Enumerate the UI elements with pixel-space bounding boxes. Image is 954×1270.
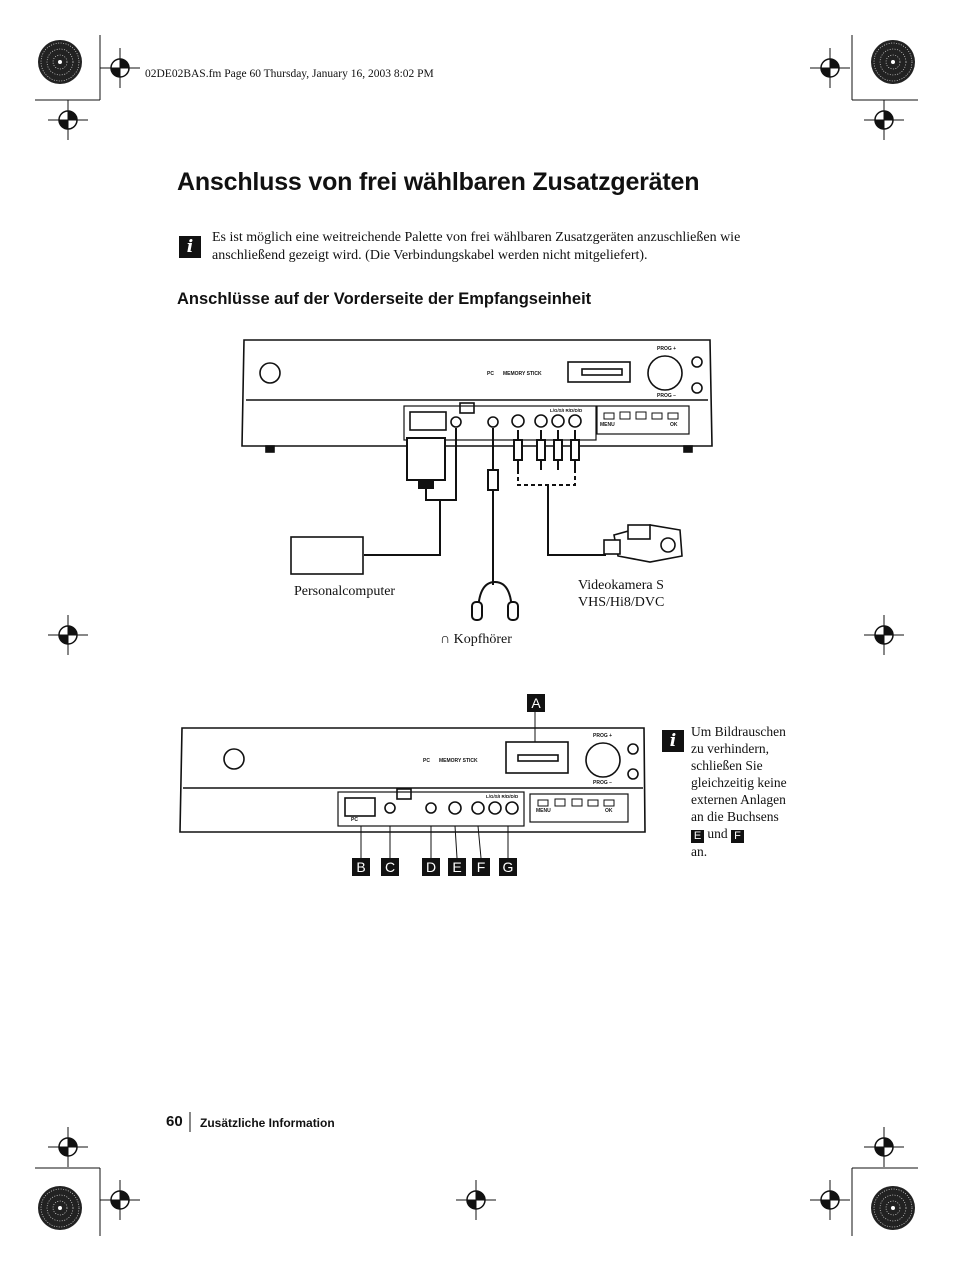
note-badge-e: E	[691, 830, 704, 843]
memory-stick-label-2: MEMORY STICK	[439, 758, 478, 764]
callout-d: D	[422, 858, 440, 876]
callout-e: E	[448, 858, 466, 876]
memory-stick-label: MEMORY STICK	[503, 371, 542, 377]
callout-c: C	[381, 858, 399, 876]
menu-label: MENU	[600, 422, 615, 428]
pc-caption: Personalcomputer	[294, 584, 396, 599]
camcorder-icon	[604, 525, 682, 562]
pc-input-label: PC	[351, 817, 358, 823]
receiver-unit-bottom	[180, 728, 645, 832]
note-paragraph: Um Bildrauschen zu verhindern, schließen Sie gleichzeitig keine externen Anlagen an die Buchsens E und F an.	[691, 724, 787, 859]
section-subtitle: Anschlüsse auf der Vorderseite der Empfangseinheit	[177, 290, 592, 308]
pc-label-2: PC	[423, 758, 430, 764]
callout-a: A	[527, 694, 545, 712]
menu-label-2: MENU	[536, 808, 551, 814]
lgs-label-2: L/G/S/I R/D/D/D	[486, 794, 519, 799]
page-title: Anschluss von frei wählbaren Zusatzgeräten	[177, 168, 700, 196]
camera-caption-1: Videokamera S	[578, 578, 664, 593]
page-number: 60	[166, 1113, 183, 1130]
note-badge-f: F	[731, 830, 744, 843]
camera-caption-2: VHS/Hi8/DVC	[578, 595, 665, 610]
receiver-unit-top	[242, 340, 712, 452]
callout-g: G	[499, 858, 517, 876]
file-header: 02DE02BAS.fm Page 60 Thursday, January 16, 2003 8:02 PM	[145, 68, 434, 80]
prog-minus-label-2: PROG −	[593, 780, 613, 786]
callout-b: B	[352, 858, 370, 876]
footer-section: Zusätzliche Information	[200, 1116, 335, 1130]
headphone-small-icon: ∩	[440, 632, 451, 647]
headphones-caption: ∩ Kopfhörer	[440, 632, 512, 647]
lgs-label: L/G/S/I R/D/D/D	[550, 408, 583, 413]
pc-label: PC	[487, 371, 494, 377]
note-info-icon: i	[662, 730, 684, 752]
headphones-icon	[472, 582, 518, 620]
pc-box	[291, 537, 363, 574]
intro-paragraph: Es ist möglich eine weitreichende Palette von frei wählbaren Zusatzgeräten anzuschließen wie anschließend gezeigt wird. (Die Verbindungskabel werden nicht mitgeliefert).	[212, 230, 741, 263]
prog-plus-label-2: PROG +	[593, 733, 613, 739]
prog-minus-label: PROG −	[657, 393, 677, 399]
cables-top	[364, 428, 606, 585]
ok-label-2: OK	[605, 808, 613, 814]
prog-plus-label: PROG +	[657, 346, 677, 352]
ok-label: OK	[670, 422, 678, 428]
callout-f: F	[472, 858, 490, 876]
info-icon: i	[179, 236, 201, 258]
